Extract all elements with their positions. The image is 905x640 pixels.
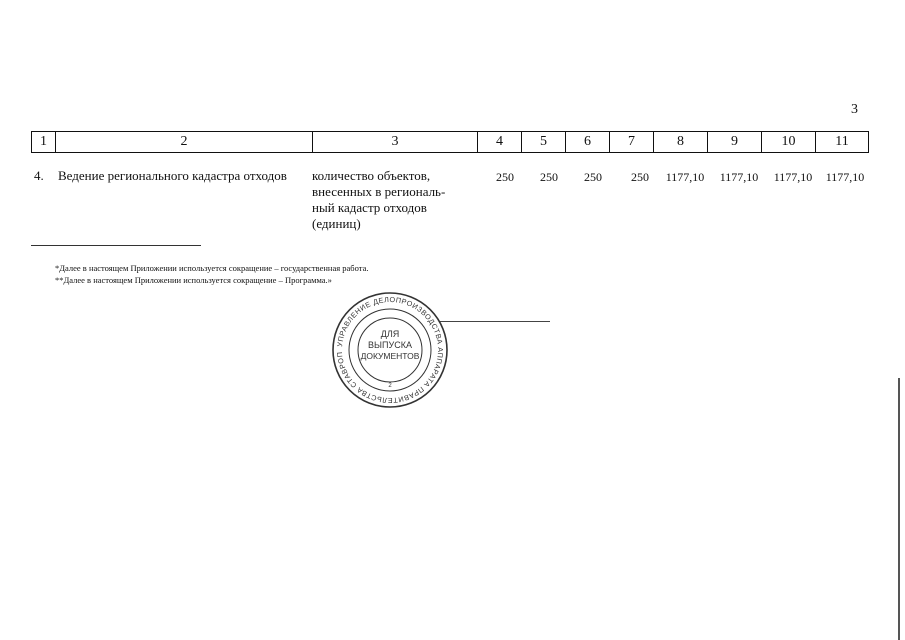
- footnote: *Далее в настоящем Приложении используется сокращение – государственная работа.: [55, 263, 369, 273]
- header-cell: 11: [816, 132, 869, 153]
- value-cell: 250: [496, 170, 514, 184]
- stamp-seal: [330, 290, 450, 410]
- header-cell: 6: [566, 132, 610, 153]
- value-cell: 250: [584, 170, 602, 184]
- header-cell: 2: [56, 132, 313, 153]
- stamp-center-line: ДОКУМЕНТОВ: [360, 351, 420, 361]
- header-cell: 7: [610, 132, 654, 153]
- scan-edge-line: [898, 378, 900, 640]
- indicator-unit-line: внесенных в региональ-: [312, 184, 446, 199]
- official-stamp: [330, 290, 450, 415]
- header-cell: 8: [654, 132, 708, 153]
- row-number: 4.: [34, 168, 44, 183]
- stamp-center-line: ВЫПУСКА: [368, 340, 412, 350]
- indicator-unit-line: количество объектов,: [312, 168, 431, 183]
- header-cell: 10: [762, 132, 816, 153]
- stamp-number: 2: [388, 383, 392, 389]
- work-name: Ведение регионального кадастра отходов: [58, 168, 287, 183]
- indicator-unit-line: (единиц): [312, 216, 361, 231]
- value-cell: 1177,10: [719, 170, 759, 184]
- header-cell: 4: [478, 132, 522, 153]
- header-cell: 3: [313, 132, 478, 153]
- column-number-header: [31, 131, 869, 153]
- value-cell: 1177,10: [665, 170, 705, 184]
- header-cell: 1: [32, 132, 56, 153]
- page-number: 3: [851, 102, 858, 117]
- indicator-unit-line: ный кадастр отходов: [312, 200, 427, 215]
- stamp-outer-text: УПРАВЛЕНИЕ ДЕЛОПРОИЗВОДСТВА АППАРАТА ПРАВИТЕЛЬСТВА СТАВРОП: [334, 294, 446, 406]
- value-cell: 250: [631, 170, 649, 184]
- stamp-center-line: ДЛЯ: [380, 329, 400, 339]
- footnote: **Далее в настоящем Приложении используется сокращение – Программа.»: [55, 275, 332, 285]
- value-cell: 1177,10: [773, 170, 813, 184]
- footnote-separator: [31, 245, 201, 246]
- value-cell: 250: [540, 170, 558, 184]
- signature-line: [440, 321, 550, 322]
- header-cell: 9: [708, 132, 762, 153]
- header-cell: 5: [522, 132, 566, 153]
- value-cell: 1177,10: [825, 170, 865, 184]
- indicator-unit: [312, 168, 475, 232]
